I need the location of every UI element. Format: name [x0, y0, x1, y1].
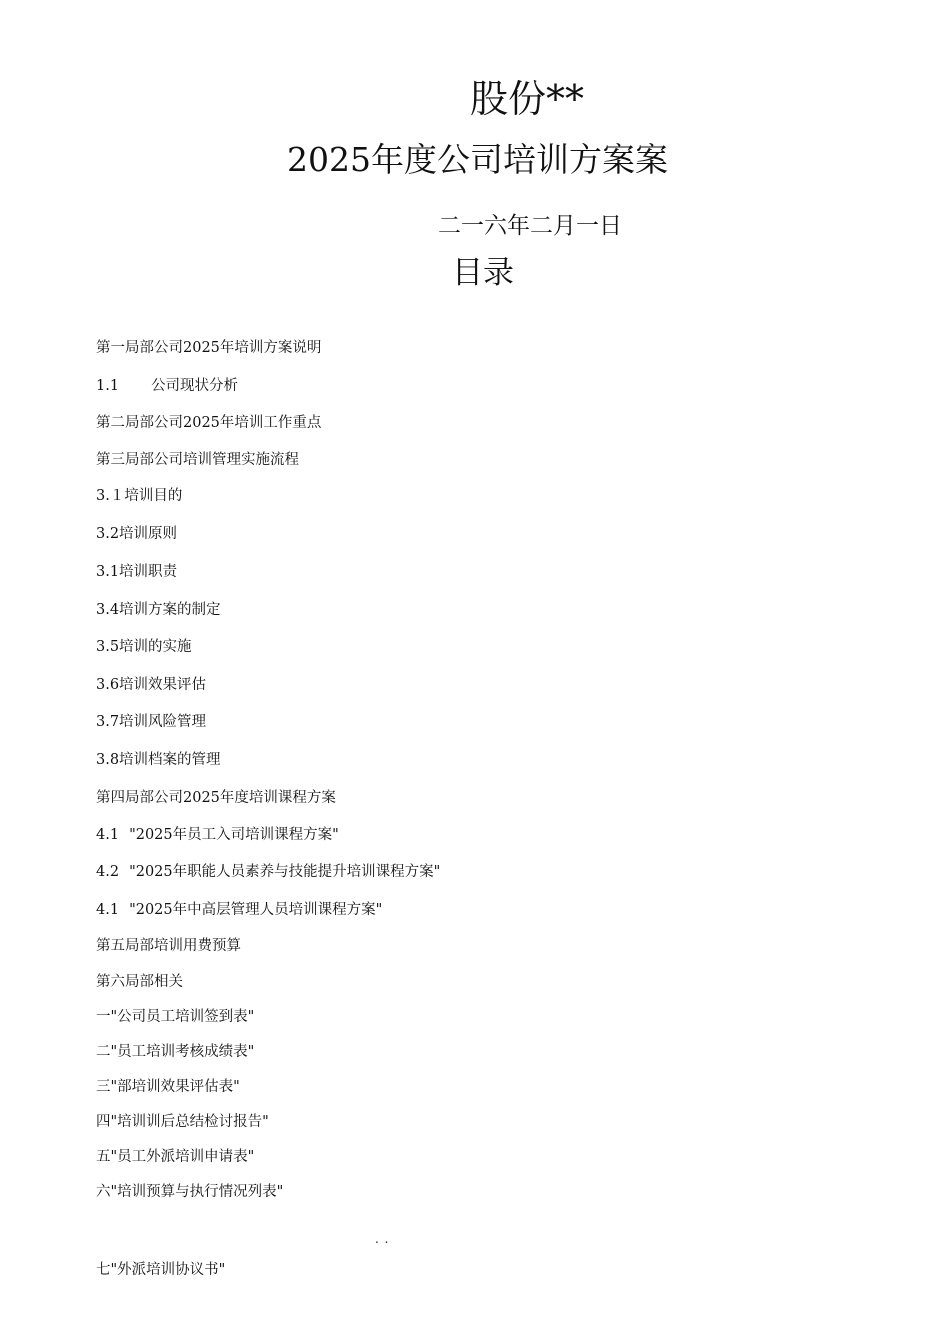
toc-item — [96, 900, 382, 920]
toc-item — [96, 413, 321, 433]
toc-item — [96, 450, 299, 470]
toc-item-text: 四"培训训后总结检讨报告" — [96, 1114, 269, 1130]
toc-item — [96, 376, 238, 396]
toc-item-text: "2025年员工入司培训课程方案" — [129, 827, 339, 843]
toc-item — [96, 600, 221, 620]
toc-item-text: 二"员工培训考核成绩表" — [96, 1044, 255, 1060]
toc-item-text: 第二局部公司2025年培训工作重点 — [96, 415, 322, 431]
toc-heading: 目录 — [452, 255, 514, 291]
toc-item-number: 1.1 — [96, 378, 120, 394]
toc-item — [96, 1147, 254, 1167]
toc-item — [96, 1112, 269, 1132]
toc-item-text: 第三局部公司培训管理实施流程 — [96, 452, 299, 468]
toc-item — [96, 936, 241, 956]
toc-item-text: 第四局部公司2025年度培训课程方案 — [96, 790, 336, 806]
toc-item — [96, 486, 182, 506]
toc-item — [96, 1077, 240, 1097]
toc-item-text: 3.8培训档案的管理 — [96, 752, 221, 768]
toc-item — [96, 862, 440, 882]
toc-item-text: 3.7培训风险管理 — [96, 714, 207, 730]
toc-item — [96, 524, 177, 544]
toc-item — [96, 675, 206, 695]
toc-item-text: 3.4培训方案的制定 — [96, 602, 221, 618]
toc-item-text: 3.5培训的实施 — [96, 639, 192, 655]
toc-item-number: 4.1 — [96, 902, 120, 918]
toc-item — [96, 1182, 283, 1202]
toc-item-text: "2025年中高层管理人员培训课程方案" — [129, 902, 383, 918]
toc-item — [96, 338, 321, 358]
document-title: 2025年度公司培训方案案 — [287, 140, 668, 179]
toc-item — [96, 972, 183, 992]
toc-item-text: 五"员工外派培训申请表" — [96, 1149, 255, 1165]
toc-item-text: 3.2培训原则 — [96, 526, 178, 542]
toc-item — [96, 1007, 254, 1027]
toc-item — [96, 1042, 254, 1062]
toc-item-text: 第六局部相关 — [96, 974, 183, 990]
page-marker: . . — [375, 1232, 390, 1246]
toc-item-text: 3.1培训职责 — [96, 564, 178, 580]
toc-item — [96, 562, 177, 582]
toc-item-text: 第一局部公司2025年培训方案说明 — [96, 340, 322, 356]
company-name: 股份** — [470, 77, 585, 121]
document-date: 二一六年二月一日 — [438, 213, 622, 239]
toc-item — [96, 712, 206, 732]
toc-item-text: 三"部培训效果评估表" — [96, 1079, 240, 1095]
toc-item — [96, 788, 336, 808]
toc-item-text: 公司现状分析 — [151, 378, 239, 394]
toc-item-text: 七"外派培训协议书" — [96, 1262, 226, 1278]
toc-item-text: 3.6培训效果评估 — [96, 677, 207, 693]
toc-item — [96, 1260, 225, 1280]
toc-item-text: "2025年职能人员素养与技能提升培训课程方案" — [129, 864, 441, 880]
toc-item — [96, 825, 339, 845]
toc-item-text: 六"培训预算与执行情况列表" — [96, 1184, 284, 1200]
toc-item-text: 一"公司员工培训签到表" — [96, 1009, 255, 1025]
toc-item — [96, 750, 221, 770]
toc-item-number: 4.2 — [96, 864, 120, 880]
toc-item-number: 4.1 — [96, 827, 120, 843]
toc-item-text: 3.１培训目的 — [96, 488, 183, 504]
toc-item-text: 第五局部培训用费预算 — [96, 938, 241, 954]
toc-item — [96, 637, 192, 657]
